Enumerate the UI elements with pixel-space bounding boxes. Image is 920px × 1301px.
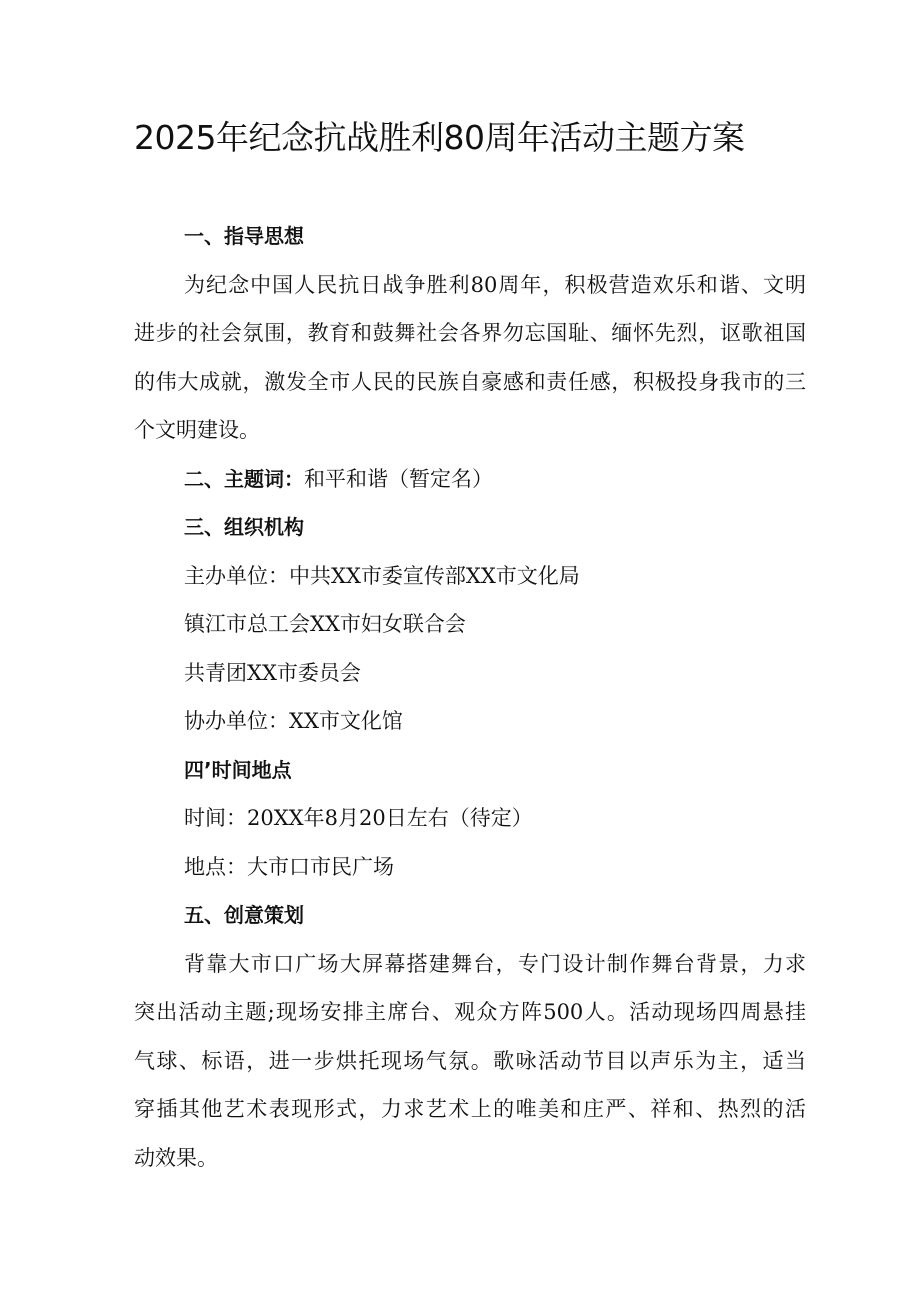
section-heading-organization: 三、组织机构: [184, 515, 304, 539]
section-heading-guiding-ideology: 一、指导思想: [184, 224, 304, 248]
paragraph-line: 个文明建设。: [134, 418, 260, 442]
co-organizer-line: 协办单位：XX市文化馆: [184, 709, 403, 733]
paragraph-line: 的伟大成就，激发全市人民的民族自豪感和责任感，积极投身我市的三: [134, 369, 806, 394]
theme-heading-value: 和平和谐（暂定名）: [304, 466, 493, 491]
place-line: 地点：大市口市民广场: [184, 854, 394, 879]
document-body: [134, 212, 806, 1182]
time-line: 时间：20XX年8月20日左右（待定）: [184, 806, 533, 830]
paragraph-line: 动效果。: [134, 1145, 218, 1170]
organizer-line: 共青团XX市委员会: [184, 660, 361, 685]
paragraph-line: 为纪念中国人民抗日战争胜利80周年，积极营造欢乐和谐、文明: [184, 272, 806, 297]
paragraph-line: 进步的社会氛围，教育和鼓舞社会各界勿忘国耻、缅怀先烈，讴歌祖国: [134, 321, 806, 345]
organizer-line: 镇江市总工会XX市妇女联合会: [184, 612, 466, 636]
organizer-line: 主办单位：中共XX市委宣传部XX市文化局: [184, 563, 580, 588]
paragraph-line: 穿插其他艺术表现形式，力求艺术上的唯美和庄严、祥和、热烈的活: [134, 1097, 806, 1121]
paragraph-line: 突出活动主题;现场安排主席台、观众方阵500人。活动现场四周悬挂: [134, 1000, 806, 1024]
paragraph-line: 背靠大市口广场大屏幕搭建舞台，专门设计制作舞台背景，力求: [184, 951, 806, 976]
theme-heading-label: 二、主题词：: [184, 466, 304, 491]
section-heading-time-place: 四’时间地点: [184, 757, 292, 782]
paragraph-line: 气球、标语，进一步烘托现场气氛。歌咏活动节目以声乐为主，适当: [134, 1048, 806, 1073]
section-heading-theme: [134, 455, 806, 504]
section-heading-creative-plan: 五、创意策划: [184, 903, 304, 927]
document-title: 2025年纪念抗战胜利80周年活动主题方案: [134, 118, 745, 157]
